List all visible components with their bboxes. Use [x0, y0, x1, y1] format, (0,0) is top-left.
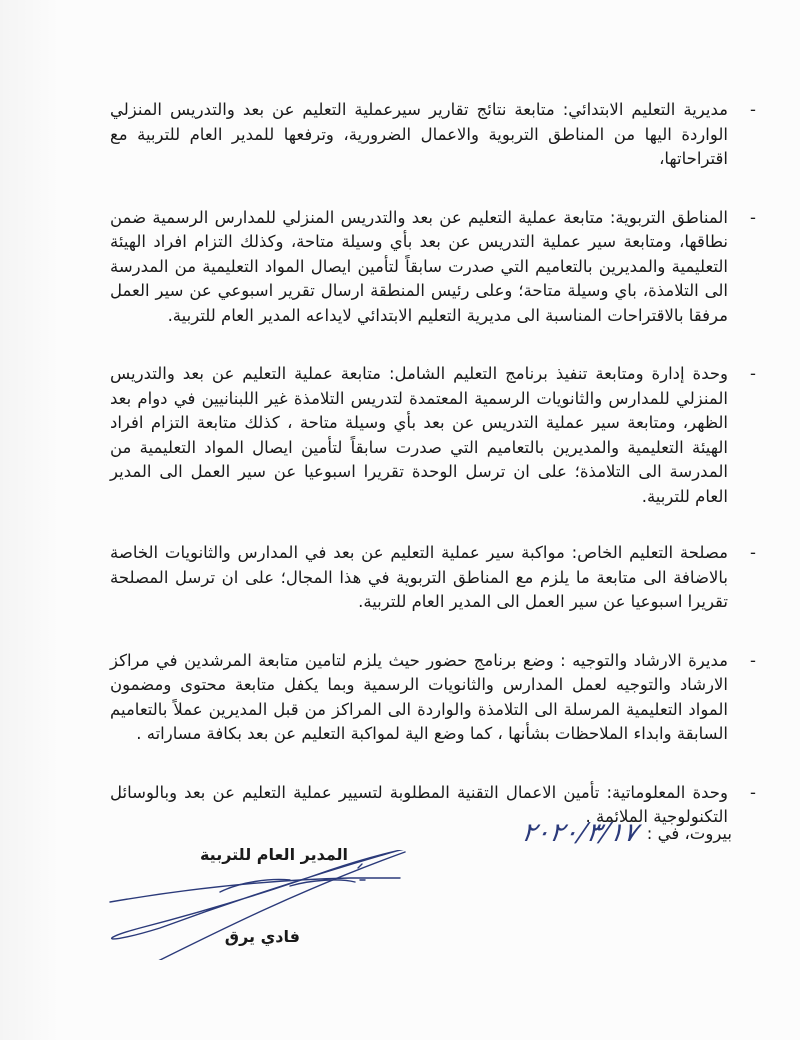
bullet-dash: -: [750, 650, 756, 670]
directive-text: وضع برنامج حضور حيث يلزم لتامين متابعة المرشدين في مراكز الارشاد والتوجيه لعمل المدارس والثانويات الرسمية وبما يكفل متابعة محتوى ومضمون المواد التعليمية المرسلة الى التلامذة والواردة الى المراكز من قبل المديرين عملاً بالتعاميم السابقة وابداء الملاحظات بشأنها ، كما وضع الية لمواكبة التعليم عن بعد بكافة مساراته .: [110, 650, 728, 743]
bullet-dash: -: [750, 100, 756, 119]
directive-item-primary-education: [110, 98, 760, 172]
directive-title: مديرة الارشاد والتوجيه :: [560, 650, 729, 670]
page-shadow: [0, 0, 60, 1040]
directive-item-educational-regions: [110, 206, 760, 329]
handwritten-signature-icon: [100, 850, 420, 960]
directive-title: مديرية التعليم الابتدائي:: [562, 100, 728, 119]
directive-item-inclusive-education-unit: [110, 362, 760, 509]
directive-title: وحدة المعلوماتية:: [606, 782, 728, 802]
directive-title: المناطق التربوية:: [609, 207, 728, 227]
directive-list: [110, 98, 760, 830]
place-date-label: بيروت، في :: [646, 823, 732, 843]
bullet-dash: -: [750, 364, 756, 383]
directive-text: مواكبة سير عملية التعليم عن بعد في المدارس والثانويات الخاصة بالاضافة الى متابعة ما يلزم مع المناطق التربوية في هذا المجال؛ على ان ترسل المصلحة تقريرا اسبوعيا عن سير العمل الى المدير العام للتربية.: [110, 543, 728, 611]
directive-item-guidance-counseling: [110, 649, 760, 747]
directive-title: مصلحة التعليم الخاص:: [571, 543, 728, 562]
bullet-dash: -: [750, 543, 756, 562]
place-date-line: [518, 818, 732, 848]
directive-text: متابعة نتائج تقارير سيرعملية التعليم عن بعد والتدريس المنزلي الواردة اليها من المناطق التربوية والاعمال الضرورية، وترفعها للمدير العام للتربية مع اقتراحاتها،: [110, 100, 728, 168]
signatory-title: المدير العام للتربية: [199, 845, 349, 864]
directive-text: متابعة عملية التعليم عن بعد والتدريس المنزلي للمدارس الرسمية ضمن نطاقها، ومتابعة سير عملية التدريس عن بعد بأي وسيلة متاحة، وكذلك التزام افراد الهيئة التعليمية والمديرين بالتعاميم التي صدرت سابقاً لتأمين ايصال المواد التعليمية من المدرسة الى التلامذة، باي وسيلة متاحة؛ وعلى رئيس المنطقة ارسال تقرير اسبوعي عن سير العمل مرفقا بالاقتراحات المناسبة الى مديرية التعليم الابتدائي لايداعه المدير العام للتربية.: [110, 207, 728, 325]
signatory-name: فادي يرق: [224, 927, 300, 946]
directive-title: وحدة إدارة ومتابعة تنفيذ برنامج التعليم الشامل:: [388, 364, 729, 383]
bullet-dash: -: [750, 782, 756, 802]
directive-text: تأمين الاعمال التقنية المطلوبة لتسيير عملية التعليم عن بعد وبالوسائل التكنولوجية الملائمة .: [110, 782, 728, 826]
handwritten-date: ٢٠٢٠/٣/١٧: [518, 818, 640, 848]
directive-text: متابعة عملية التعليم عن بعد والتدريس المنزلي للمدارس والثانويات الرسمية المعتمدة لتدريس التلامذة غير اللبنانيين في دوام بعد الظهر، ومتابعة سير عملية التدريس عن بعد بأي وسيلة متاحة ، كذلك متابعة التزام افراد الهيئة التعليمية والمديرين بالتعاميم التي صدرت سابقاً لتأمين ايصال المواد التعليمية من المدرسة الى التلامذة؛ على ان ترسل الوحدة تقريرا اسبوعيا عن سير العمل الى المدير العام للتربية.: [110, 364, 728, 506]
bullet-dash: -: [750, 207, 756, 227]
directive-item-private-education: [110, 541, 760, 615]
